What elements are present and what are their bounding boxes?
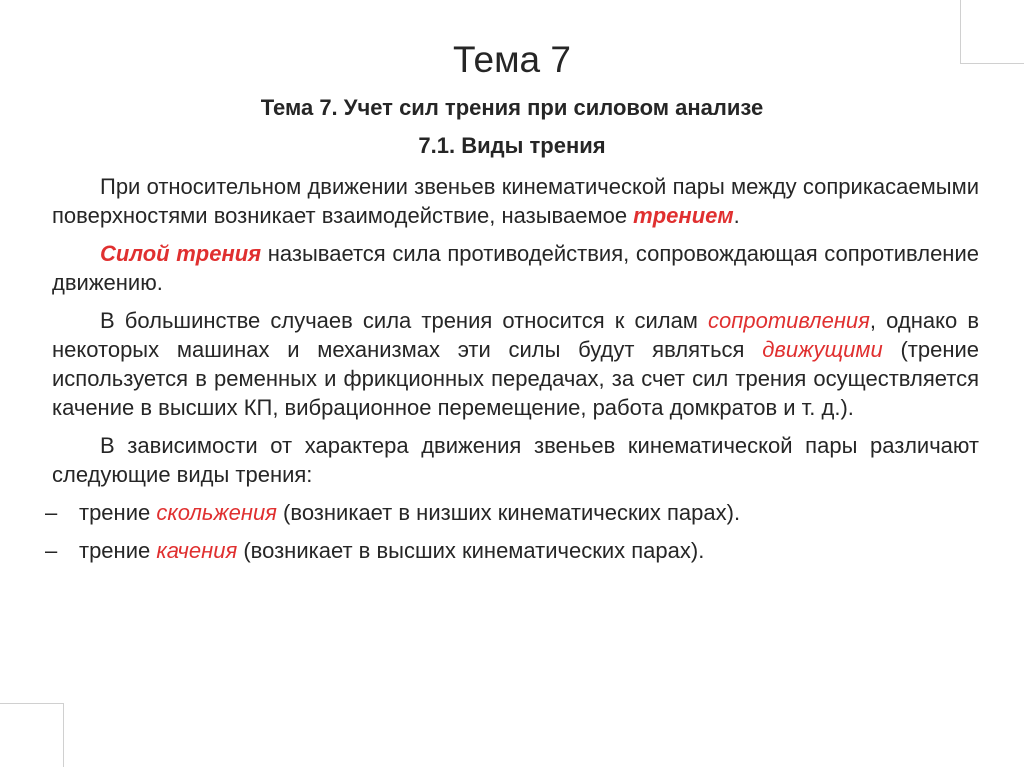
list-item-rolling-friction — [45, 536, 979, 565]
slide-title: Тема 7 — [453, 39, 571, 80]
paragraph-resistance-driving — [52, 306, 979, 422]
term-sliding: скольжения — [156, 500, 277, 525]
paragraph-text: При относительном движении звеньев кинематической пары между соприкасаемыми поверхностями возникает взаимодействие, называемое — [52, 174, 979, 228]
section-heading: 7.1. Виды трения — [418, 133, 606, 158]
paragraph-text: . — [733, 203, 740, 228]
list-item-prefix: трение — [79, 538, 157, 563]
list-item-suffix: (возникает в высших кинематических парах). — [237, 538, 705, 563]
term-friction: трением — [633, 203, 734, 228]
paragraph-text: , однако в некоторых машинах и механизмах эти силы будут являться — [52, 308, 980, 362]
list-item-suffix: (возникает в низших кинематических парах). — [276, 500, 741, 525]
paragraph-friction-types — [52, 431, 979, 489]
paragraph-friction-force — [52, 239, 979, 297]
paragraph-friction-definition — [52, 172, 979, 230]
list-item-text — [79, 498, 979, 527]
paragraph-text: В большинстве случаев сила трения относится к силам — [100, 308, 709, 333]
topic-heading: Тема 7. Учет сил трения при силовом анализе — [260, 95, 764, 120]
dash-bullet: – — [45, 538, 58, 563]
paragraph-text: В зависимости от характера движения звеньев кинематической пары различают следующие виды трения: — [52, 433, 979, 487]
term-rolling: качения — [156, 538, 238, 563]
term-friction-force: Силой трения — [100, 241, 262, 266]
corner-decoration-bottom-left — [0, 703, 64, 767]
list-item-text — [79, 536, 979, 565]
paragraph-text: называется сила противодействия, сопровождающая сопротивление движению. — [52, 241, 979, 295]
dash-bullet: – — [45, 500, 58, 525]
term-resistance: сопротивления — [708, 308, 870, 333]
paragraph-text: (трение используется в ременных и фрикционных передачах, за счет сил трения осуществляется качение в высших КП, вибрационное перемещение, работа домкратов и т. д.). — [52, 337, 979, 420]
list-item-prefix: трение — [79, 500, 157, 525]
term-driving: движущими — [762, 337, 883, 362]
slide-body — [45, 172, 980, 574]
list-item-sliding-friction — [45, 498, 979, 527]
